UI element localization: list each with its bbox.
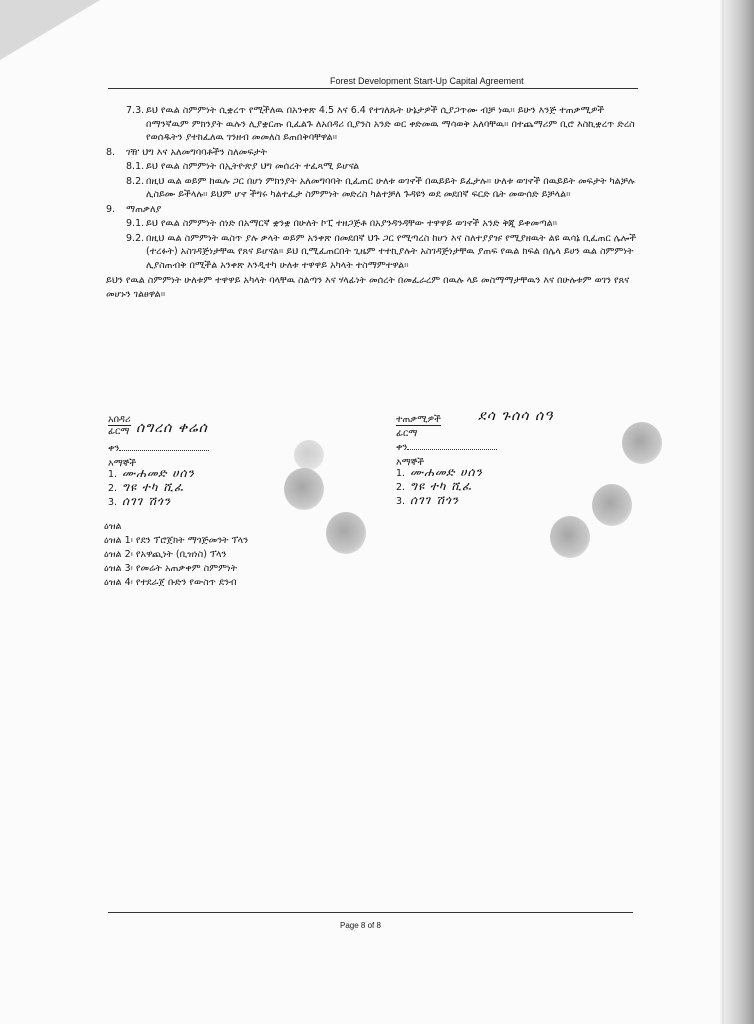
clause-text: ገዥ ህግ እና አለመግባባቶችን ስለመፍታት (126, 146, 268, 158)
left-role: አበዳሪ (108, 414, 131, 425)
clause-number: 9. (106, 203, 116, 215)
clause-text: በዚህ ዉል ወይም ከዉሉ ጋር በሆነ ምክንያት አለመግባባት ቢፈጠር ሁለቱ ወገኖች በዉይይት ይፈታሉ። ሁለቱ ወገኖች በዉይይት መፍታት ካልቻሉ ሊስይሙ ይችላሉ። ይህም ሆኖ ችግሩ ካልተፈታ ስምምነት መድረስ ካልተቻለ ጉዳዩን ወደ መደበኛ ፍርድ ቤት መውሰድ ይቻላል። (146, 175, 635, 200)
left-witness-label: እማኞች (108, 458, 137, 469)
thumbprint-left-1 (284, 468, 324, 510)
clause-list (106, 104, 646, 272)
page-edge-line (722, 0, 724, 1024)
witness-number: 1. (108, 469, 118, 480)
right-role: ተጠቃሚዎች (396, 414, 441, 425)
header-rule (108, 88, 638, 89)
clause-item (106, 160, 646, 174)
closing-paragraph: ይህን የዉል ስምምነት ሁለቱም ተዋዋይ አካላት ባላቸዉ ስልጣን እና ሃላፊነት መሰረት በመፈራረም በዉሉ ላይ መስማማታቸዉን እና በሁሉቱም ወገን የጸና መሆኑን ገልፀዋል። (106, 275, 630, 300)
witness-signature: ሙሐመድ ሀሰን (410, 465, 483, 479)
witness-signature: ግዩ ተካ ሺፈ (410, 479, 473, 493)
annex-item: ዕዝል 3፡ የመሬት አጠቃቀም ስምምነት (104, 563, 238, 574)
witness-signature: ግዩ ተካ ሺፈ (122, 480, 185, 494)
clause-item (106, 175, 646, 202)
clause-number: 9.2. (126, 232, 145, 244)
footer-rule (108, 912, 633, 913)
clause-number: 8. (106, 146, 116, 158)
witness-number: 2. (108, 483, 118, 494)
witness-number: 1. (396, 468, 406, 479)
thumbprint-right-1 (622, 422, 662, 464)
clause-text: ይህ የዉል ስምምነት በኢትዮጵያ ህግ መሰረት ተፈጻሚ ይሆናል (146, 161, 360, 172)
right-witness-label: እማኞች (396, 457, 425, 468)
clause-item (106, 104, 646, 145)
clause-item (106, 203, 646, 217)
clause-number: 8.2. (126, 175, 145, 187)
page-edge-stack (720, 0, 754, 1024)
thumbprint-right-2 (592, 484, 632, 526)
right-signature: ደሳ ጉሰሳ ሰዓ (478, 408, 554, 424)
clause-item (106, 232, 646, 273)
clause-number: 7.3. (126, 105, 145, 116)
thumbprint-left-3 (294, 440, 324, 470)
annex-list (104, 534, 364, 590)
annex-label: ዕዝል (104, 521, 122, 532)
right-date-line (407, 441, 497, 450)
witness-signature: ሰገገ ሽጎን (410, 493, 460, 507)
clause-text: ይህ የዉል ስምምነት ሰነድ በአማርኛ ቋንቋ በሁለት ኮፒ ተዘጋጅቶ በአያንዳንዳቸው ተዋዋይ ወገኖች አንድ ቅጂ ይቀመጣል። (146, 218, 558, 229)
clause-text: በዚህ ዉል ስምምነት ዉስጥ ያሉ ቃላት ወይም አንቀጽ በመደበኛ ህጉ ጋር የሚጣረስ ከሆነ እና ስለተያያዡ የሚያዘዉት ልዩ ዉሳኔ ቢፈጠር ሌሎች (ተረፉት) አስገዳጅነታቸዉ የጸና ይሆናል። ይህ ቢሚፈጠርበት ጊዜም ተተኪያሉት አስገዳጅነታቸዉ ያጠፍ የዉል ክፍል በሌላ ይሀን ዉል ስምምነት ሊያስጠብቅ በሚችል አንቀጽ እንዲተካ ሁለቱ ተዋዋይ አካላት ተስማምተዋል። (146, 232, 637, 271)
clause-text: ይህ የዉል ስምምነት ሲቋረጥ የሚችለዉ በአንቀጽ 4.5 እና 6.4 የተገለጹት ሁኔታዎች ሲያጋጥሙ ብቻ ነዉ። ይሁን እንጅ ተጠቃሚዎች በማንኛዉም ምክንያት ዉሉን ሊያቋርጡ ቢፈልጉ ለአበዳሪ ቢያንስ አንድ ወር ቀድመዉ ማሳወቅ አለባቸዉ። በተጨማሪም ቢሮ እስኪቋረጥ ድረስ የወሰዱትን ያተከፈለዉ ገንዘብ መመለስ ይጠበቅባቸዋል። (146, 105, 635, 143)
document-body (106, 104, 646, 301)
clause-item (106, 217, 646, 231)
footer-page-number: Page 8 of 8 (340, 921, 381, 930)
left-sign-label: ፊርማ (108, 426, 130, 437)
witness-number: 2. (396, 482, 406, 493)
left-date-line (119, 442, 209, 451)
clause-item (106, 146, 646, 160)
witness-signature: ሙሐመድ ሀሰን (122, 466, 195, 480)
witness-number: 3. (396, 496, 406, 507)
clause-number: 8.1. (126, 161, 145, 172)
witness-signature: ሰገገ ሽጎን (122, 494, 172, 508)
folded-corner (0, 0, 100, 60)
header-title: Forest Development Start-Up Capital Agreement (330, 76, 524, 86)
annex-item: ዕዝል 1፡ የደን ፕሮጀክት ማጎጅመንት ፕላን (104, 535, 249, 546)
right-date-label: ቀን (396, 442, 408, 453)
annex-item: ዕዝል 2፡ የአዋጪነት (ቢዝነስ) ፕላን (104, 549, 227, 560)
clause-text: ማጠቃለያ (126, 203, 162, 215)
thumbprint-right-3 (550, 516, 590, 558)
left-signature: ሰግረሰ ቀሬሰ (136, 420, 208, 436)
annex-block (104, 520, 364, 590)
witness-number: 3. (108, 497, 118, 508)
right-sign-label: ፊርማ (396, 428, 418, 439)
clause-number: 9.1. (126, 218, 145, 229)
left-date-label: ቀን (108, 443, 120, 454)
annex-item: ዕዝል 4፡ የተደራጀ ቡድን የውስጥ ደንብ (104, 577, 237, 588)
